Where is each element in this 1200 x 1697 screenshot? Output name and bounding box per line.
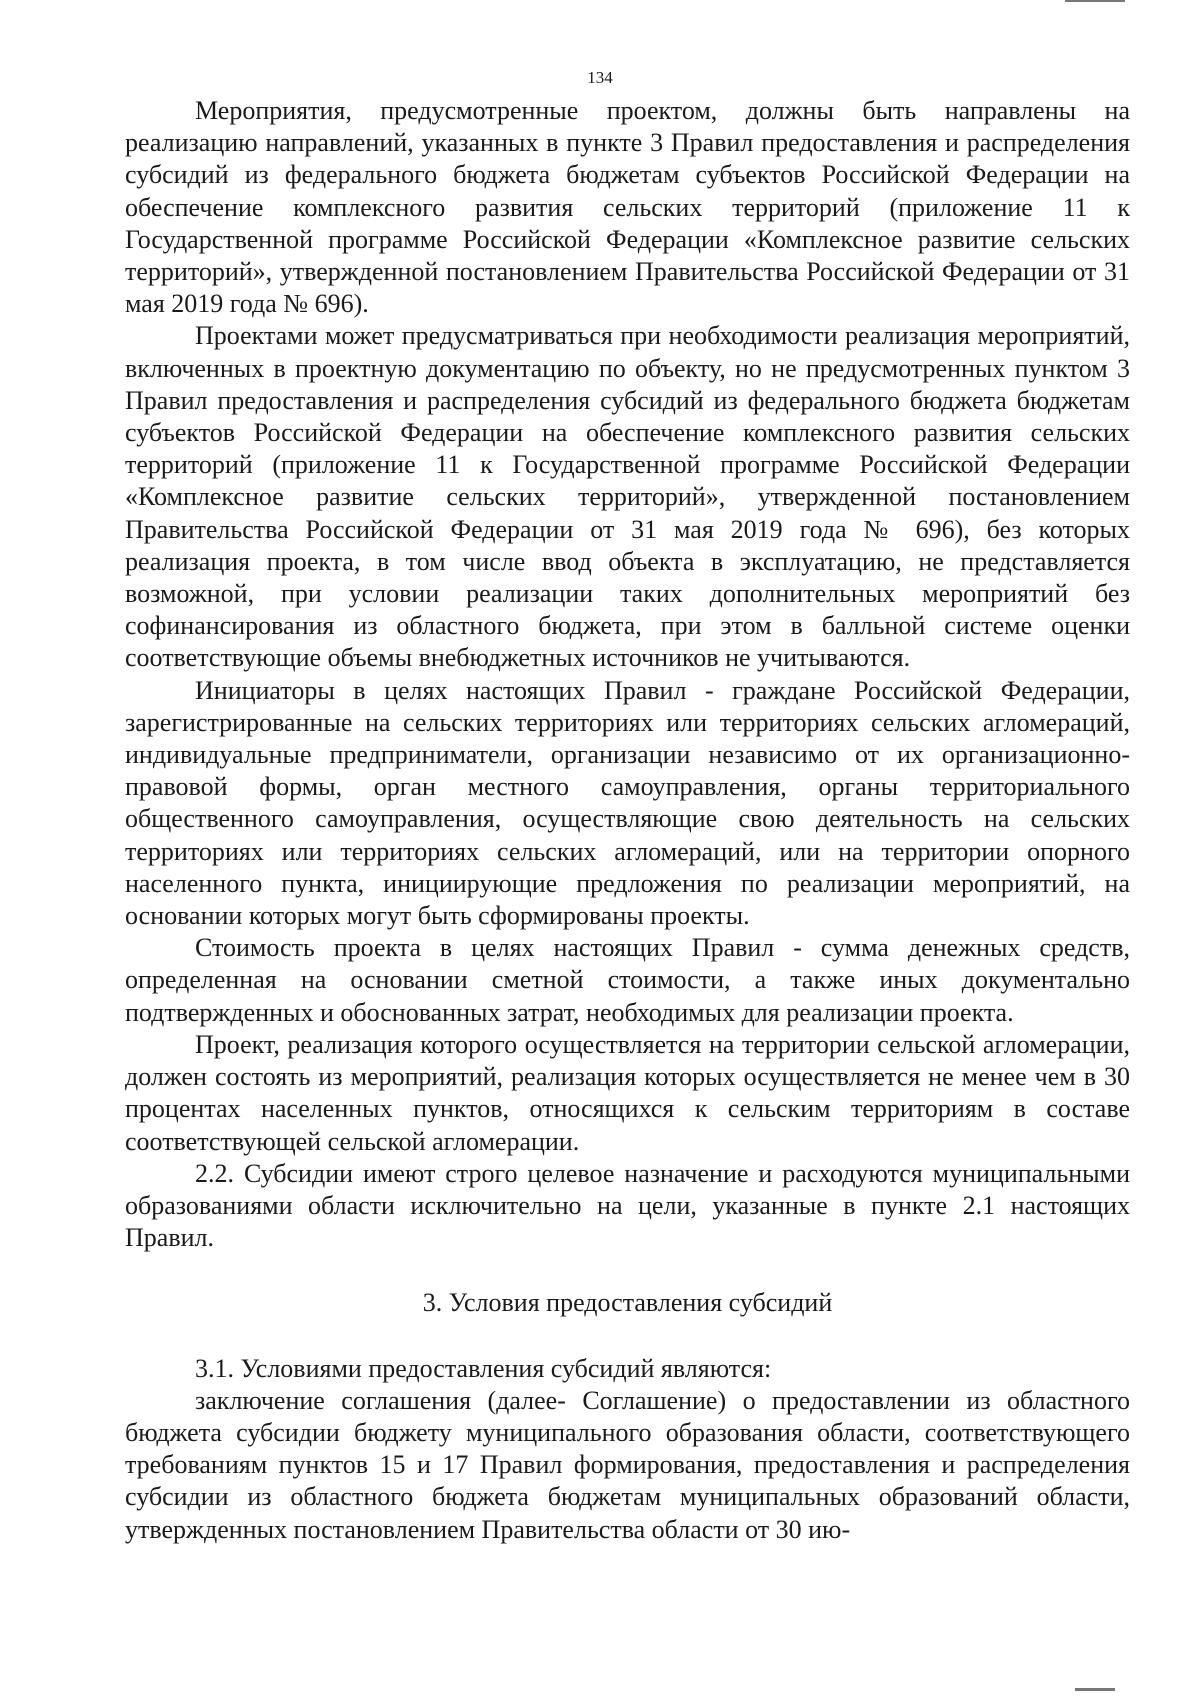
- paragraph-project-cost: Стоимость проекта в целях настоящих Правил - сумма денежных средств, определенная на основании сметной стоимости, а также иных документально подтвержденных и обоснованных затрат, необходимых для реализации проекта.: [125, 933, 1130, 1027]
- paragraph-agreement-conclusion: заключение соглашения (далее- Соглашение) о предоставлении из областного бюджета субсидии бюджету муниципального образования области, соответствующего требованиям пунктов 15 и 17 Правил формирования, предоставления и распределения субсидии из областного бюджета бюджетам муниципальных образований области, утвержденных постановлением Правительства области от 30 ию-: [125, 1385, 1130, 1544]
- paragraph-measures-directions: Мероприятия, предусмотренные проектом, должны быть направлены на реализацию направлений, указанных в пункте 3 Правил предоставления и распределения субсидий из федерального бюджета бюджетам субъектов Российской Федерации на обеспечение комплексного развития сельских территорий (приложение 11 к Государственной программе Российской Федерации «Комплексное развитие сельских территорий», утвержденной постановлением Правительства Российской Федерации от 31 мая 2019 года № 696).: [125, 96, 1130, 319]
- scan-artifact-bottom: [1075, 1688, 1115, 1691]
- paragraph-additional-measures: Проектами может предусматриваться при необходимости реализация мероприятий, включенных в проектную документацию по объекту, но не предусмотренных пунктом 3 Правил предоставления и распределения субсидий из федерального бюджета бюджетам субъектов Российской Федерации на обеспечение комплексного развития сельских территорий (приложение 11 к Государственной программе Российской Федерации «Комплексное развитие сельских территорий», утвержденной постановлением Правительства Российской Федерации от 31 мая 2019 года № 696), без которых реализация проекта, в том числе ввод объекта в эксплуатацию, не представляется возможной, при условии реализации таких дополнительных мероприятий без софинансирования из областного бюджета, при этом в балльной системе оценки соответствующие объемы внебюджетных источников не учитываются.: [125, 321, 1130, 673]
- paragraph-2-2: 2.2. Субсидии имеют строго целевое назначение и расходуются муниципальными образованиями области исключительно на цели, указанные в пункте 2.1 настоящих Правил.: [125, 1158, 1130, 1253]
- scan-artifact-top: [1065, 0, 1125, 2]
- page-number: 134: [587, 68, 613, 87]
- paragraph-initiators: Инициаторы в целях настоящих Правил - граждане Российской Федерации, зарегистрированные на сельских территориях или территориях сельских агломераций, индивидуальные предприниматели, организации независимо от их организационно-правовой формы, орган местного самоуправления, органы территориального общественного самоуправления, осуществляющие свою деятельность на сельских территориях или территориях сельских агломераций, или на территории опорного населенного пункта, инициирующие предложения по реализации мероприятий, на основании которых могут быть сформированы проекты.: [125, 675, 1130, 931]
- section-heading: 3. Условия предоставления субсидий: [422, 1288, 833, 1318]
- paragraph-3-1: 3.1. Условиями предоставления субсидий являются:: [195, 1353, 772, 1383]
- document-body: [125, 95, 1130, 1546]
- paragraph-agglomeration-project: Проект, реализация которого осуществляется на территории сельской агломерации, должен состоять из мероприятий, реализация которых осуществляется не менее чем в 30 процентах населенных пунктов, относящихся к сельским территориям в составе соответствующей сельской агломерации.: [125, 1029, 1130, 1156]
